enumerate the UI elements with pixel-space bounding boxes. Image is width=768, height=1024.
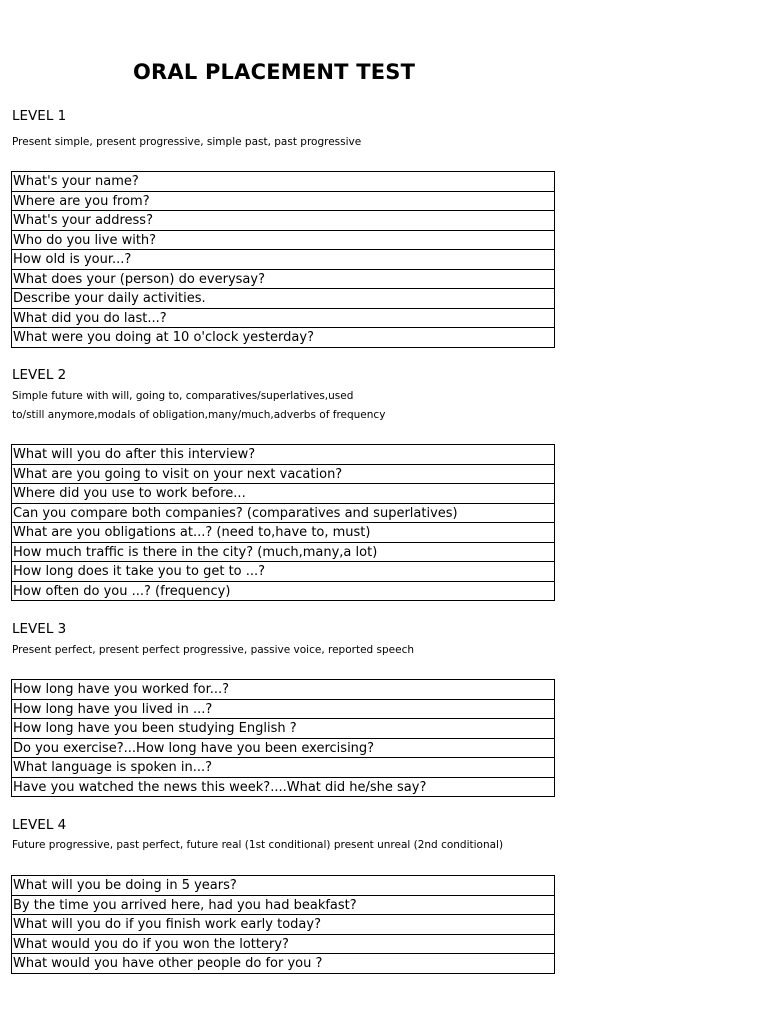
table-row: What would you have other people do for you ? bbox=[12, 953, 554, 973]
table-row: Where did you use to work before... bbox=[12, 483, 554, 503]
level-3-description-line: Present perfect, present perfect progressive, passive voice, reported speech bbox=[12, 644, 415, 656]
table-row: What will you do if you finish work early today? bbox=[12, 914, 554, 934]
level-1-heading: LEVEL 1 bbox=[12, 108, 67, 124]
table-row: What language is spoken in...? bbox=[12, 757, 554, 777]
table-row: Who do you live with? bbox=[12, 230, 554, 250]
table-row: What would you do if you won the lottery? bbox=[12, 934, 554, 954]
level-1-description-line: Present simple, present progressive, simple past, past progressive bbox=[12, 136, 362, 148]
table-row: Have you watched the news this week?....What did he/she say? bbox=[12, 777, 554, 797]
table-row: By the time you arrived here, had you had beakfast? bbox=[12, 895, 554, 915]
level-3-heading: LEVEL 3 bbox=[12, 621, 67, 637]
level-3-question-table bbox=[11, 679, 555, 797]
table-row: Describe your daily activities. bbox=[12, 288, 554, 308]
level-2-description bbox=[12, 387, 385, 425]
level-2-question-table bbox=[11, 444, 555, 601]
level-4-heading: LEVEL 4 bbox=[12, 817, 67, 833]
level-4-question-table bbox=[11, 875, 555, 974]
table-row: What's your address? bbox=[12, 210, 554, 230]
table-row: What will you be doing in 5 years? bbox=[13, 878, 237, 893]
table-row: What does your (person) do everysay? bbox=[12, 269, 554, 289]
table-row: How long have you been studying English ? bbox=[12, 718, 554, 738]
table-row: How long does it take you to get to ...? bbox=[12, 561, 554, 581]
table-row: What were you doing at 10 o'clock yesterday? bbox=[12, 327, 554, 347]
table-row: How old is your...? bbox=[12, 249, 554, 269]
level-4-description bbox=[12, 836, 503, 855]
level-1-description bbox=[12, 133, 361, 152]
table-row: What are you obligations at...? (need to,have to, must) bbox=[12, 522, 554, 542]
table-row: What's your name? bbox=[13, 174, 139, 189]
level-2-description-line-1: Simple future with will, going to, comparatives/superlatives,used bbox=[12, 390, 354, 402]
table-row: How long have you lived in ...? bbox=[12, 699, 554, 719]
table-row: How much traffic is there in the city? (much,many,a lot) bbox=[12, 542, 554, 562]
level-2-description-line-2: to/still anymore,modals of obligation,many/much,adverbs of frequency bbox=[12, 409, 386, 421]
table-row: Do you exercise?...How long have you been exercising? bbox=[12, 738, 554, 758]
table-row: What will you do after this interview? bbox=[13, 447, 256, 462]
table-row: Can you compare both companies? (comparatives and superlatives) bbox=[12, 503, 554, 523]
table-row: How often do you ...? (frequency) bbox=[12, 581, 554, 601]
table-row: How long have you worked for...? bbox=[13, 682, 230, 697]
page-title: ORAL PLACEMENT TEST bbox=[133, 60, 416, 84]
table-row: What did you do last...? bbox=[12, 308, 554, 328]
level-3-description bbox=[12, 641, 414, 660]
level-1-question-table bbox=[11, 171, 555, 348]
level-4-description-line: Future progressive, past perfect, future real (1st conditional) present unreal (2nd conditional) bbox=[12, 839, 504, 851]
table-row: Where are you from? bbox=[12, 191, 554, 211]
level-2-heading: LEVEL 2 bbox=[12, 367, 67, 383]
table-row: What are you going to visit on your next vacation? bbox=[12, 464, 554, 484]
